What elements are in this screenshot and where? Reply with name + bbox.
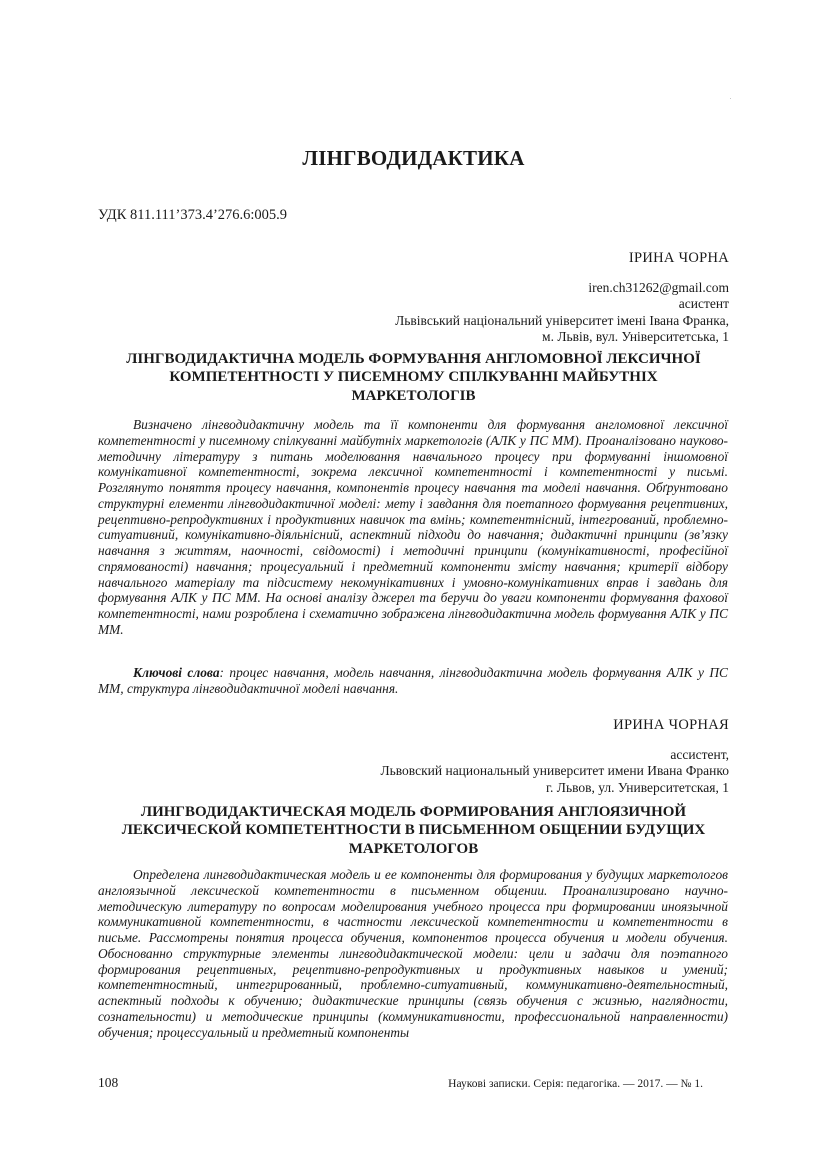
- section-heading: ЛІНГВОДИДАКТИКА: [302, 146, 525, 170]
- author-info-uk: [395, 280, 729, 346]
- author-address-uk: м. Львів, вул. Університетська, 1: [542, 329, 729, 345]
- scan-speck: [730, 98, 731, 99]
- keywords-text: : процес навчання, модель навчання, лінгводидактична модель формування АЛК у ПС ММ, структура лінгводидактичної моделі навчання.: [98, 665, 728, 696]
- journal-footer: Наукові записки. Серія: педагогіка. — 2017. — № 1.: [448, 1078, 703, 1090]
- author-name-ru: ИРИНА ЧОРНАЯ: [613, 717, 729, 733]
- keywords-label: Ключові слова: [133, 665, 220, 680]
- author-affiliation-ru: Львовский национальный университет имени Ивана Франко: [380, 763, 729, 779]
- author-info-ru: [380, 747, 729, 796]
- author-affiliation-uk: Львівський національний університет імені Івана Франка,: [395, 312, 729, 328]
- article-title-uk: ЛІНГВОДИДАКТИЧНА МОДЕЛЬ ФОРМУВАННЯ АНГЛОМОВНОЇ ЛЕКСИЧНОЇ КОМПЕТЕНТНОСТІ У ПИСЕМНОМУ СПІЛКУВАННІ МАЙБУТНІХ МАРКЕТОЛОГІВ: [126, 351, 701, 404]
- udk-code: УДК 811.111’373.4’276.6:005.9: [98, 207, 288, 223]
- keywords-uk: [98, 665, 728, 697]
- author-name-uk: ІРИНА ЧОРНА: [628, 250, 729, 266]
- page-number: 108: [98, 1075, 119, 1090]
- abstract-uk: Визначено лінгводидактичну модель та її компоненти для формування англомовної лексичної компетентності у писемному спілкуванні майбутніх маркетологів (АЛК у ПС ММ). Проаналізовано науково-методичну літературу з питань моделювання навчального процесу при формуванні іншомовної комунікативної компетентності, зокрема лексичної компетентності і компетентності у письмі. Розглянуто поняття процесу навчання, компонентів процесу навчання та моделі навчання. Обґрунтовано структурні елементи лінгводидактичної моделі: мету і завдання для поетапного формування рецептивних, рецептивно-репродуктивних і продуктивних навичок та вмінь; компетентнісний, інтегрований, проблемно-ситуативний, комунікативно-діяльнісний, аспектний підходи до навчання; дидактичні принципи (зв’язку навчання з життям, наочності, свідомості) і методичні принципи (комунікативності, професійної спрямованості) навчання; процесуальний і предметний компоненти змісту навчання; критерії відбору навчального матеріалу та підсистему некомунікативних і умовно-комунікативних вправ і завдань для формування АЛК у ПС ММ. На основі аналізу джерел та беручи до уваги компоненти формування фахової компетентності, нами розроблена і схематично зображена лінгводидактична модель формування АЛК у ПС ММ.: [98, 417, 728, 637]
- abstract-ru: Определена лингводидактическая модель и ее компоненты для формирования у будущих маркетологов англоязычной лексической компетентности в письменном общении. Проанализировано научно-методическую литературу по вопросам моделирования учебного процесса при формировании иноязычной коммуникативной компетентности, в частности лексической компетентности и компетентности в письме. Рассмотрены понятия процесса обучения, компонентов процесса обучения и модели обучения. Обоснованно структурные элементы лингводидактической модели: цели и задачи для поэтапного формирования рецептивных, рецептивно-репродуктивных и продуктивных навыков и умений; компетентностный, интегрированный, проблемно-ситуативный, коммуникативно-деятельностный, аспектный подходы к обучению; дидактические принципы (связь обучения с жизнью, наглядности, сознательности) и методические принципы (коммуникативности, профессиональной направленности) обучения; процессуальный и предметный компоненты: [98, 867, 728, 1040]
- author-email: iren.ch31262@gmail.com: [588, 280, 729, 295]
- author-address-ru: г. Львов, ул. Университетская, 1: [546, 779, 729, 795]
- article-title-ru: ЛИНГВОДИДАКТИЧЕСКАЯ МОДЕЛЬ ФОРМИРОВАНИЯ АНГЛОЯЗИЧНОЙ ЛЕКСИЧЕСКОЙ КОМПЕТЕНТНОСТИ В ПИСЬМЕННОМ ОБЩЕНИИ БУДУЩИХ МАРКЕТОЛОГОВ: [121, 804, 706, 857]
- author-position-ru: ассистент,: [670, 747, 729, 762]
- author-position-uk: асистент: [678, 296, 729, 312]
